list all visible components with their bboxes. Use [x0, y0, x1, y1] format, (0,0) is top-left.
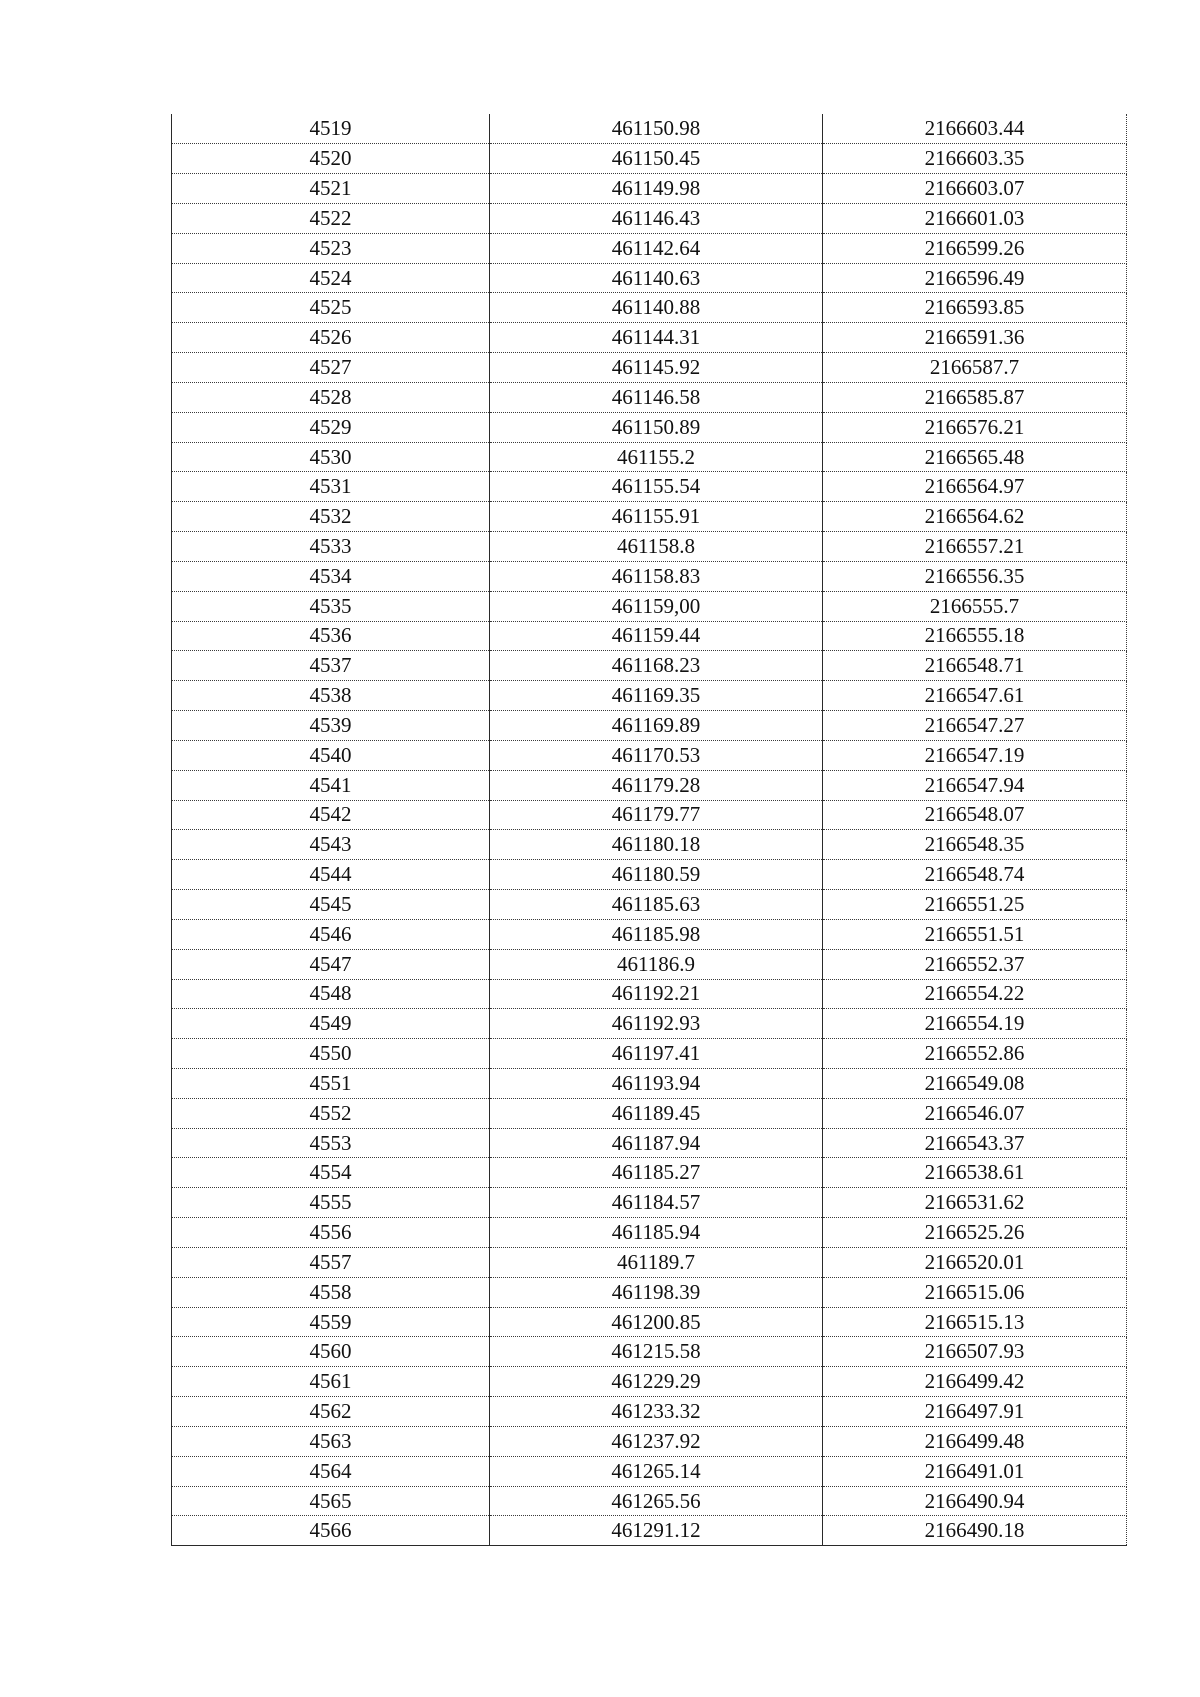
point-number-cell: 4553 — [172, 1128, 490, 1158]
table-row — [172, 472, 1127, 502]
x-coordinate-cell: 461200.85 — [490, 1307, 823, 1337]
x-coordinate-cell: 461168.23 — [490, 651, 823, 681]
point-number-cell: 4561 — [172, 1367, 490, 1397]
x-coordinate-cell: 461150.45 — [490, 144, 823, 174]
x-coordinate-cell: 461155.54 — [490, 472, 823, 502]
table-row — [172, 919, 1127, 949]
y-coordinate-cell: 2166548.35 — [823, 830, 1127, 860]
point-number-cell: 4524 — [172, 263, 490, 293]
point-number-cell: 4522 — [172, 203, 490, 233]
y-coordinate-cell: 2166564.62 — [823, 502, 1127, 532]
point-number-cell: 4535 — [172, 591, 490, 621]
x-coordinate-cell: 461142.64 — [490, 233, 823, 263]
x-coordinate-cell: 461184.57 — [490, 1188, 823, 1218]
table-row — [172, 174, 1127, 204]
x-coordinate-cell: 461159.44 — [490, 621, 823, 651]
table-row — [172, 263, 1127, 293]
table-row — [172, 144, 1127, 174]
table-row — [172, 979, 1127, 1009]
point-number-cell: 4554 — [172, 1158, 490, 1188]
x-coordinate-cell: 461187.94 — [490, 1128, 823, 1158]
y-coordinate-cell: 2166543.37 — [823, 1128, 1127, 1158]
table-row — [172, 353, 1127, 383]
x-coordinate-cell: 461179.28 — [490, 770, 823, 800]
x-coordinate-cell: 461158.8 — [490, 532, 823, 562]
x-coordinate-cell: 461198.39 — [490, 1277, 823, 1307]
table-row — [172, 1009, 1127, 1039]
y-coordinate-cell: 2166557.21 — [823, 532, 1127, 562]
x-coordinate-cell: 461185.63 — [490, 890, 823, 920]
coordinates-table — [171, 114, 1127, 1546]
y-coordinate-cell: 2166593.85 — [823, 293, 1127, 323]
point-number-cell: 4529 — [172, 412, 490, 442]
table-row — [172, 949, 1127, 979]
table-row — [172, 1188, 1127, 1218]
table-row — [172, 114, 1127, 144]
point-number-cell: 4551 — [172, 1069, 490, 1099]
point-number-cell: 4560 — [172, 1337, 490, 1367]
y-coordinate-cell: 2166538.61 — [823, 1158, 1127, 1188]
y-coordinate-cell: 2166520.01 — [823, 1247, 1127, 1277]
x-coordinate-cell: 461150.89 — [490, 412, 823, 442]
y-coordinate-cell: 2166491.01 — [823, 1456, 1127, 1486]
y-coordinate-cell: 2166596.49 — [823, 263, 1127, 293]
point-number-cell: 4527 — [172, 353, 490, 383]
y-coordinate-cell: 2166548.07 — [823, 800, 1127, 830]
x-coordinate-cell: 461215.58 — [490, 1337, 823, 1367]
table-row — [172, 1516, 1127, 1546]
point-number-cell: 4531 — [172, 472, 490, 502]
table-row — [172, 203, 1127, 233]
x-coordinate-cell: 461265.14 — [490, 1456, 823, 1486]
table-row — [172, 1069, 1127, 1099]
x-coordinate-cell: 461158.83 — [490, 561, 823, 591]
y-coordinate-cell: 2166565.48 — [823, 442, 1127, 472]
x-coordinate-cell: 461185.94 — [490, 1218, 823, 1248]
y-coordinate-cell: 2166564.97 — [823, 472, 1127, 502]
point-number-cell: 4547 — [172, 949, 490, 979]
y-coordinate-cell: 2166547.61 — [823, 681, 1127, 711]
x-coordinate-cell: 461189.45 — [490, 1098, 823, 1128]
y-coordinate-cell: 2166547.19 — [823, 740, 1127, 770]
x-coordinate-cell: 461233.32 — [490, 1397, 823, 1427]
y-coordinate-cell: 2166551.51 — [823, 919, 1127, 949]
table-row — [172, 442, 1127, 472]
point-number-cell: 4541 — [172, 770, 490, 800]
point-number-cell: 4526 — [172, 323, 490, 353]
y-coordinate-cell: 2166548.71 — [823, 651, 1127, 681]
table-row — [172, 382, 1127, 412]
x-coordinate-cell: 461140.88 — [490, 293, 823, 323]
y-coordinate-cell: 2166552.37 — [823, 949, 1127, 979]
point-number-cell: 4557 — [172, 1247, 490, 1277]
point-number-cell: 4559 — [172, 1307, 490, 1337]
x-coordinate-cell: 461155.2 — [490, 442, 823, 472]
point-number-cell: 4533 — [172, 532, 490, 562]
point-number-cell: 4556 — [172, 1218, 490, 1248]
point-number-cell: 4548 — [172, 979, 490, 1009]
table-row — [172, 621, 1127, 651]
table-row — [172, 293, 1127, 323]
y-coordinate-cell: 2166490.18 — [823, 1516, 1127, 1546]
point-number-cell: 4519 — [172, 114, 490, 144]
y-coordinate-cell: 2166547.94 — [823, 770, 1127, 800]
y-coordinate-cell: 2166601.03 — [823, 203, 1127, 233]
point-number-cell: 4521 — [172, 174, 490, 204]
y-coordinate-cell: 2166603.07 — [823, 174, 1127, 204]
table-row — [172, 681, 1127, 711]
coordinates-table-body — [172, 114, 1127, 1546]
y-coordinate-cell: 2166556.35 — [823, 561, 1127, 591]
y-coordinate-cell: 2166515.06 — [823, 1277, 1127, 1307]
table-row — [172, 1397, 1127, 1427]
y-coordinate-cell: 2166549.08 — [823, 1069, 1127, 1099]
table-row — [172, 1158, 1127, 1188]
point-number-cell: 4549 — [172, 1009, 490, 1039]
x-coordinate-cell: 461197.41 — [490, 1039, 823, 1069]
x-coordinate-cell: 461150.98 — [490, 114, 823, 144]
y-coordinate-cell: 2166490.94 — [823, 1486, 1127, 1516]
point-number-cell: 4545 — [172, 890, 490, 920]
y-coordinate-cell: 2166554.22 — [823, 979, 1127, 1009]
table-row — [172, 890, 1127, 920]
y-coordinate-cell: 2166547.27 — [823, 711, 1127, 741]
x-coordinate-cell: 461229.29 — [490, 1367, 823, 1397]
x-coordinate-cell: 461186.9 — [490, 949, 823, 979]
point-number-cell: 4543 — [172, 830, 490, 860]
x-coordinate-cell: 461185.27 — [490, 1158, 823, 1188]
table-row — [172, 651, 1127, 681]
y-coordinate-cell: 2166554.19 — [823, 1009, 1127, 1039]
y-coordinate-cell: 2166507.93 — [823, 1337, 1127, 1367]
y-coordinate-cell: 2166603.44 — [823, 114, 1127, 144]
point-number-cell: 4566 — [172, 1516, 490, 1546]
x-coordinate-cell: 461179.77 — [490, 800, 823, 830]
table-row — [172, 1307, 1127, 1337]
table-row — [172, 412, 1127, 442]
x-coordinate-cell: 461155.91 — [490, 502, 823, 532]
point-number-cell: 4565 — [172, 1486, 490, 1516]
x-coordinate-cell: 461192.21 — [490, 979, 823, 1009]
y-coordinate-cell: 2166497.91 — [823, 1397, 1127, 1427]
x-coordinate-cell: 461180.18 — [490, 830, 823, 860]
x-coordinate-cell: 461144.31 — [490, 323, 823, 353]
point-number-cell: 4563 — [172, 1426, 490, 1456]
y-coordinate-cell: 2166525.26 — [823, 1218, 1127, 1248]
point-number-cell: 4520 — [172, 144, 490, 174]
x-coordinate-cell: 461159,00 — [490, 591, 823, 621]
point-number-cell: 4525 — [172, 293, 490, 323]
table-row — [172, 1486, 1127, 1516]
table-row — [172, 323, 1127, 353]
table-row — [172, 591, 1127, 621]
point-number-cell: 4539 — [172, 711, 490, 741]
y-coordinate-cell: 2166499.42 — [823, 1367, 1127, 1397]
x-coordinate-cell: 461145.92 — [490, 353, 823, 383]
y-coordinate-cell: 2166546.07 — [823, 1098, 1127, 1128]
table-row — [172, 830, 1127, 860]
point-number-cell: 4546 — [172, 919, 490, 949]
x-coordinate-cell: 461146.43 — [490, 203, 823, 233]
y-coordinate-cell: 2166591.36 — [823, 323, 1127, 353]
point-number-cell: 4542 — [172, 800, 490, 830]
y-coordinate-cell: 2166551.25 — [823, 890, 1127, 920]
y-coordinate-cell: 2166576.21 — [823, 412, 1127, 442]
table-row — [172, 1128, 1127, 1158]
table-row — [172, 1218, 1127, 1248]
y-coordinate-cell: 2166587.7 — [823, 353, 1127, 383]
point-number-cell: 4552 — [172, 1098, 490, 1128]
x-coordinate-cell: 461193.94 — [490, 1069, 823, 1099]
table-row — [172, 740, 1127, 770]
x-coordinate-cell: 461185.98 — [490, 919, 823, 949]
point-number-cell: 4558 — [172, 1277, 490, 1307]
y-coordinate-cell: 2166555.7 — [823, 591, 1127, 621]
x-coordinate-cell: 461170.53 — [490, 740, 823, 770]
table-row — [172, 711, 1127, 741]
table-row — [172, 1247, 1127, 1277]
table-row — [172, 502, 1127, 532]
table-row — [172, 1039, 1127, 1069]
point-number-cell: 4532 — [172, 502, 490, 532]
table-row — [172, 1098, 1127, 1128]
table-row — [172, 1277, 1127, 1307]
y-coordinate-cell: 2166548.74 — [823, 860, 1127, 890]
point-number-cell: 4528 — [172, 382, 490, 412]
point-number-cell: 4555 — [172, 1188, 490, 1218]
x-coordinate-cell: 461192.93 — [490, 1009, 823, 1039]
point-number-cell: 4564 — [172, 1456, 490, 1486]
x-coordinate-cell: 461237.92 — [490, 1426, 823, 1456]
table-row — [172, 860, 1127, 890]
point-number-cell: 4537 — [172, 651, 490, 681]
point-number-cell: 4550 — [172, 1039, 490, 1069]
point-number-cell: 4530 — [172, 442, 490, 472]
y-coordinate-cell: 2166499.48 — [823, 1426, 1127, 1456]
y-coordinate-cell: 2166531.62 — [823, 1188, 1127, 1218]
y-coordinate-cell: 2166515.13 — [823, 1307, 1127, 1337]
point-number-cell: 4540 — [172, 740, 490, 770]
table-row — [172, 1426, 1127, 1456]
x-coordinate-cell: 461291.12 — [490, 1516, 823, 1546]
x-coordinate-cell: 461189.7 — [490, 1247, 823, 1277]
y-coordinate-cell: 2166555.18 — [823, 621, 1127, 651]
x-coordinate-cell: 461169.89 — [490, 711, 823, 741]
point-number-cell: 4523 — [172, 233, 490, 263]
table-row — [172, 1337, 1127, 1367]
x-coordinate-cell: 461180.59 — [490, 860, 823, 890]
x-coordinate-cell: 461149.98 — [490, 174, 823, 204]
point-number-cell: 4534 — [172, 561, 490, 591]
point-number-cell: 4562 — [172, 1397, 490, 1427]
x-coordinate-cell: 461140.63 — [490, 263, 823, 293]
table-row — [172, 770, 1127, 800]
y-coordinate-cell: 2166599.26 — [823, 233, 1127, 263]
y-coordinate-cell: 2166585.87 — [823, 382, 1127, 412]
y-coordinate-cell: 2166552.86 — [823, 1039, 1127, 1069]
point-number-cell: 4544 — [172, 860, 490, 890]
x-coordinate-cell: 461146.58 — [490, 382, 823, 412]
x-coordinate-cell: 461265.56 — [490, 1486, 823, 1516]
table-row — [172, 561, 1127, 591]
table-row — [172, 800, 1127, 830]
point-number-cell: 4538 — [172, 681, 490, 711]
table-row — [172, 233, 1127, 263]
point-number-cell: 4536 — [172, 621, 490, 651]
table-row — [172, 532, 1127, 562]
x-coordinate-cell: 461169.35 — [490, 681, 823, 711]
y-coordinate-cell: 2166603.35 — [823, 144, 1127, 174]
table-row — [172, 1367, 1127, 1397]
table-row — [172, 1456, 1127, 1486]
